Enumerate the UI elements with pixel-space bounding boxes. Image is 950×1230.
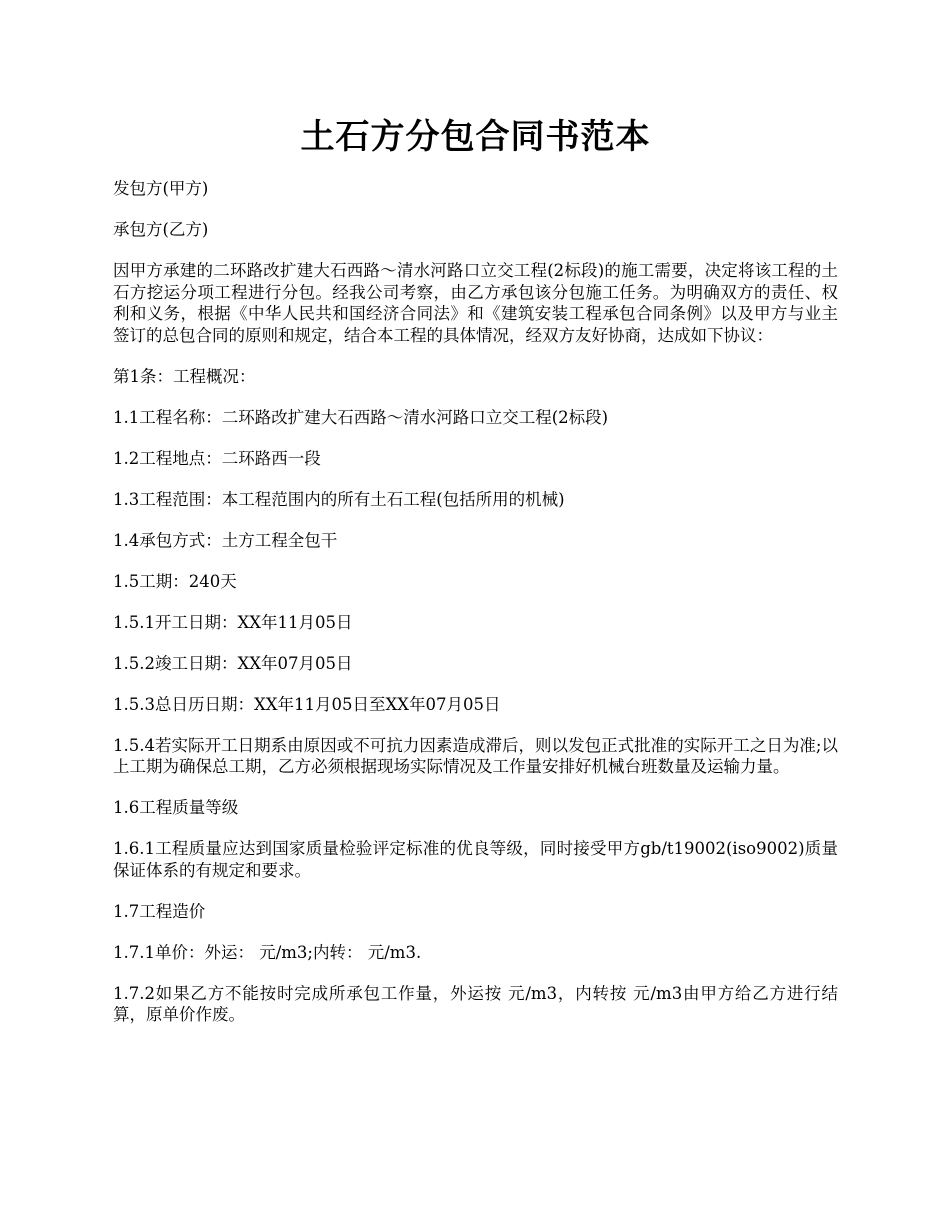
clause-1-7-1: 1.7.1单价：外运： 元/m3;内转： 元/m3. xyxy=(113,942,422,962)
party-a-line: 发包方(甲方) xyxy=(113,179,209,198)
clause-1-1: 1.1工程名称：二环路改扩建大石西路～清水河路口立交工程(2标段) xyxy=(113,407,609,427)
clause-1-2: 1.2工程地点：二环路西一段 xyxy=(113,448,321,468)
clause-1-5-2: 1.5.2竣工日期：XX年07月05日 xyxy=(113,653,353,673)
clause-1-3: 1.3工程范围：本工程范围内的所有土石工程(包括所用的机械) xyxy=(113,489,565,509)
clause-1-7: 1.7工程造价 xyxy=(113,901,206,921)
clause-1-6: 1.6工程质量等级 xyxy=(113,798,239,817)
clause-1-4: 1.4承包方式：土方工程全包干 xyxy=(113,530,338,550)
clause-1-5-4: 1.5.4若实际开工日期系由原因或不可抗力因素造成滞后，则以发包正式批准的实际开工之日为准;以上工期为确保总工期，乙方必须根据现场实际情况及工作量安排好机械台班数量及运输力量。 xyxy=(113,735,838,776)
party-b-line: 承包方(乙方) xyxy=(113,220,209,239)
clause-1-7-2: 1.7.2如果乙方不能按时完成所承包工作量，外运按 元/m3，内转按 元/m3由甲方给乙方进行结算，原单价作废。 xyxy=(113,983,838,1024)
document-title: 土石方分包合同书范本 xyxy=(300,117,651,157)
clause-1-5-1: 1.5.1开工日期：XX年11月05日 xyxy=(113,612,353,632)
clause-1-5-3: 1.5.3总日历日期：XX年11月05日至XX年07月05日 xyxy=(113,694,501,714)
preamble-paragraph: 因甲方承建的二环路改扩建大石西路～清水河路口立交工程(2标段)的施工需要，决定将该工程的土石方挖运分项工程进行分包。经我公司考察，由乙方承包该分包施工任务。为明确双方的责任、权利和义务，根据《中华人民共和国经济合同法》和《建筑安装工程承包合同条例》以及甲方与业主签订的总包合同的原则和规定，结合本工程的具体情况，经双方友好协商，达成如下协议： xyxy=(113,261,838,345)
clause-1-6-1: 1.6.1工程质量应达到国家质量检验评定标准的优良等级，同时接受甲方gb/t19002(iso9002)质量保证体系的有规定和要求。 xyxy=(113,839,838,880)
document-body xyxy=(113,178,838,1045)
clause-1-5: 1.5工期：240天 xyxy=(113,571,237,591)
article-1-heading: 第1条：工程概况： xyxy=(113,366,256,386)
